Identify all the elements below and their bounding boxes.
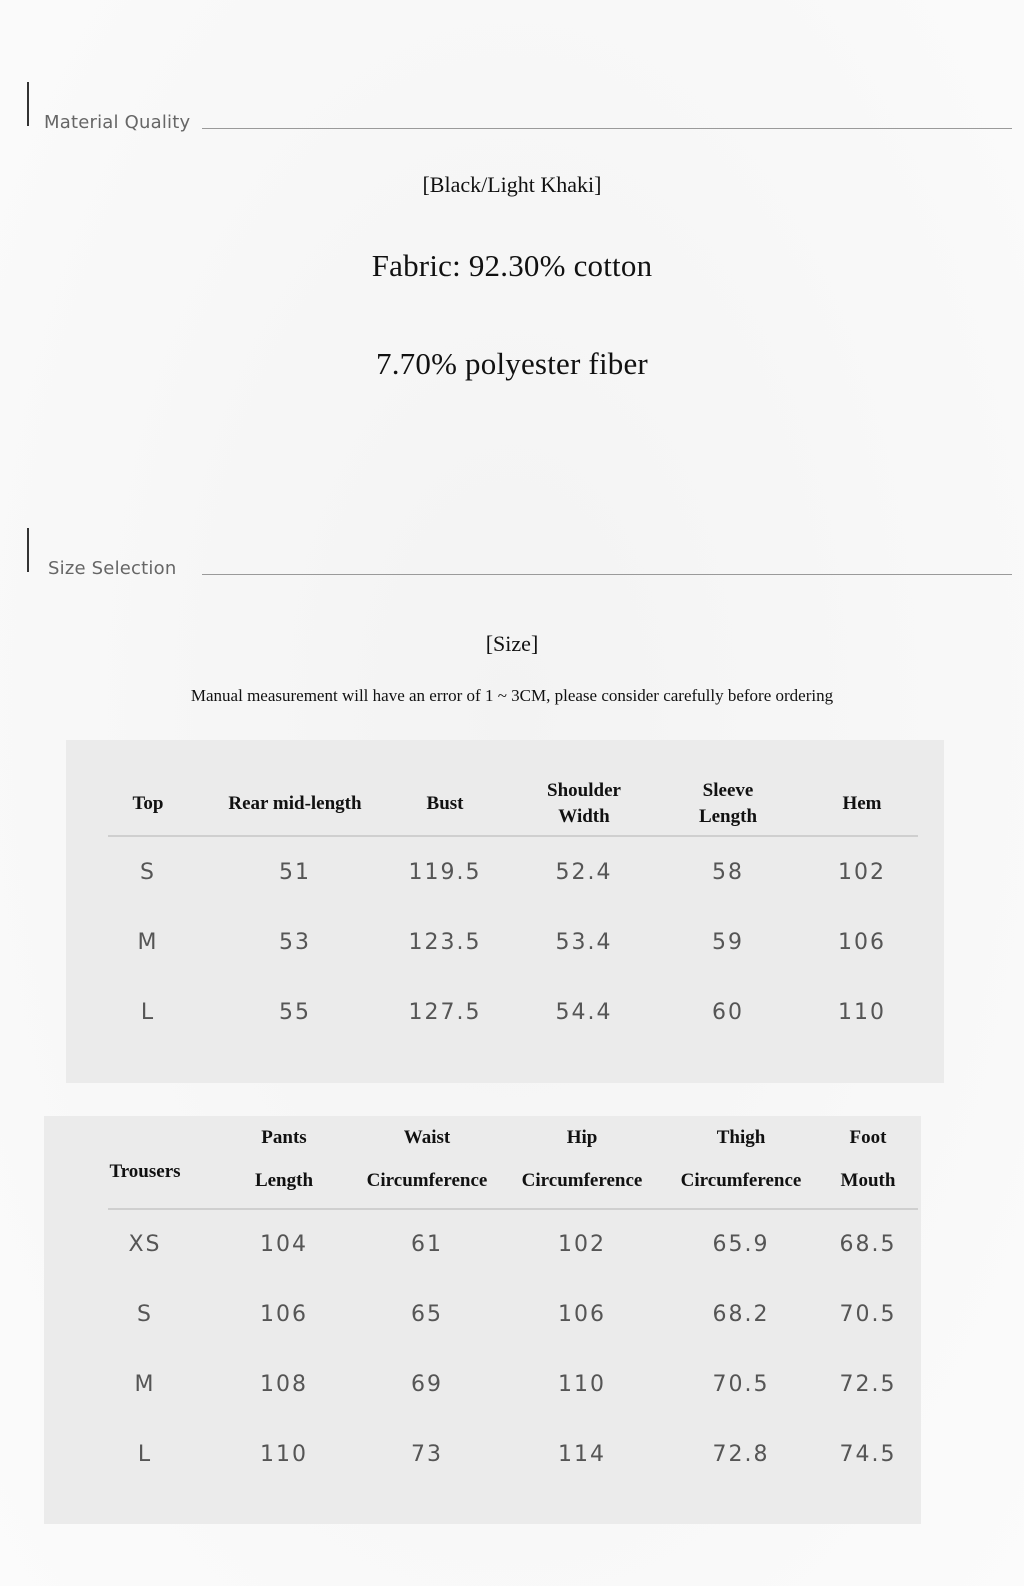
measurement-cell: 69 bbox=[411, 1372, 443, 1397]
measurement-cell: 110 bbox=[260, 1442, 308, 1467]
measurement-cell: 60 bbox=[712, 1000, 744, 1025]
header-line-1: Bust bbox=[426, 793, 464, 814]
measurement-cell: 110 bbox=[558, 1372, 606, 1397]
measurement-cell: 127.5 bbox=[408, 1000, 482, 1025]
header-divider bbox=[108, 835, 918, 837]
fabric-composition: Fabric: 92.30% cotton bbox=[371, 248, 653, 283]
column-header bbox=[65, 1150, 225, 1193]
measurement-cell: 68.2 bbox=[712, 1302, 770, 1327]
measurement-cell: 68.5 bbox=[839, 1232, 897, 1257]
header-line-1: Sleeve bbox=[702, 780, 754, 801]
header-line-1: Thigh bbox=[716, 1127, 766, 1148]
header-line-2: Circumference bbox=[366, 1170, 488, 1191]
header-divider bbox=[108, 1208, 918, 1210]
measurement-cell: 53.4 bbox=[555, 930, 613, 955]
measurement-note: Manual measurement will have an error of 1 ~ 3CM, please consider carefully before ordering bbox=[190, 686, 834, 705]
size-selection-header bbox=[0, 528, 1024, 588]
size-label: S bbox=[137, 1302, 153, 1327]
measurement-cell: 53 bbox=[279, 930, 311, 955]
header-line-1: Hem bbox=[842, 793, 882, 814]
column-header bbox=[347, 1116, 507, 1202]
measurement-cell: 54.4 bbox=[555, 1000, 613, 1025]
section-divider bbox=[202, 574, 1012, 575]
measurement-cell: 108 bbox=[260, 1372, 308, 1397]
material-quality-header bbox=[0, 82, 1024, 142]
header-line-2: Length bbox=[698, 806, 758, 827]
measurement-cell: 102 bbox=[558, 1232, 606, 1257]
header-line-1: Top bbox=[132, 793, 164, 814]
header-line-1: Foot bbox=[849, 1127, 887, 1148]
measurement-cell: 102 bbox=[838, 860, 886, 885]
header-line-1: Trousers bbox=[109, 1161, 181, 1182]
top-size-table bbox=[66, 740, 944, 1083]
measurement-cell: 58 bbox=[712, 860, 744, 885]
measurement-cell: 106 bbox=[838, 930, 886, 955]
column-header bbox=[63, 791, 233, 817]
column-header bbox=[777, 791, 947, 817]
measurement-cell: 61 bbox=[411, 1232, 443, 1257]
measurement-cell: 73 bbox=[411, 1442, 443, 1467]
measurement-cell: 104 bbox=[260, 1232, 308, 1257]
measurement-cell: 123.5 bbox=[408, 930, 482, 955]
measurement-cell: 72.5 bbox=[839, 1372, 897, 1397]
measurement-cell: 52.4 bbox=[555, 860, 613, 885]
column-header bbox=[210, 791, 380, 817]
section-accent-bar bbox=[27, 528, 29, 572]
section-divider bbox=[202, 128, 1012, 129]
column-header bbox=[788, 1116, 948, 1202]
measurement-cell: 55 bbox=[279, 1000, 311, 1025]
header-line-1: Pants bbox=[261, 1127, 307, 1148]
header-line-2: Circumference bbox=[680, 1170, 802, 1191]
measurement-cell: 114 bbox=[558, 1442, 606, 1467]
measurement-cell: 51 bbox=[279, 860, 311, 885]
section-title: Material Quality bbox=[44, 112, 191, 133]
section-accent-bar bbox=[27, 82, 29, 126]
header-line-1: Shoulder bbox=[547, 780, 621, 801]
measurement-cell: 106 bbox=[260, 1302, 308, 1327]
measurement-cell: 70.5 bbox=[839, 1302, 897, 1327]
header-line-2: Width bbox=[558, 806, 610, 827]
measurement-cell: 106 bbox=[558, 1302, 606, 1327]
header-line-1: Waist bbox=[403, 1127, 451, 1148]
header-line-1: Rear mid-length bbox=[228, 793, 362, 814]
measurement-cell: 70.5 bbox=[712, 1372, 770, 1397]
measurement-cell: 72.8 bbox=[712, 1442, 770, 1467]
size-title: [Size] bbox=[485, 631, 539, 656]
header-line-1: Hip bbox=[566, 1127, 598, 1148]
size-label: L bbox=[137, 1442, 153, 1467]
polyester-composition: 7.70% polyester fiber bbox=[376, 346, 648, 381]
measurement-cell: 74.5 bbox=[839, 1442, 897, 1467]
measurement-cell: 59 bbox=[712, 930, 744, 955]
header-line-2: Circumference bbox=[521, 1170, 643, 1191]
size-label: M bbox=[137, 930, 159, 955]
section-title: Size Selection bbox=[48, 558, 177, 579]
color-options: [Black/Light Khaki] bbox=[422, 172, 602, 197]
measurement-cell: 65 bbox=[411, 1302, 443, 1327]
header-line-2: Mouth bbox=[840, 1170, 896, 1191]
measurement-cell: 65.9 bbox=[712, 1232, 770, 1257]
size-label: M bbox=[134, 1372, 156, 1397]
header-line-2: Length bbox=[254, 1170, 314, 1191]
measurement-cell: 110 bbox=[838, 1000, 886, 1025]
size-label: S bbox=[140, 860, 156, 885]
measurement-cell: 119.5 bbox=[408, 860, 482, 885]
size-label: L bbox=[140, 1000, 156, 1025]
column-header bbox=[204, 1116, 364, 1202]
size-label: XS bbox=[128, 1232, 162, 1257]
trousers-size-table bbox=[44, 1116, 921, 1524]
column-header bbox=[502, 1116, 662, 1202]
